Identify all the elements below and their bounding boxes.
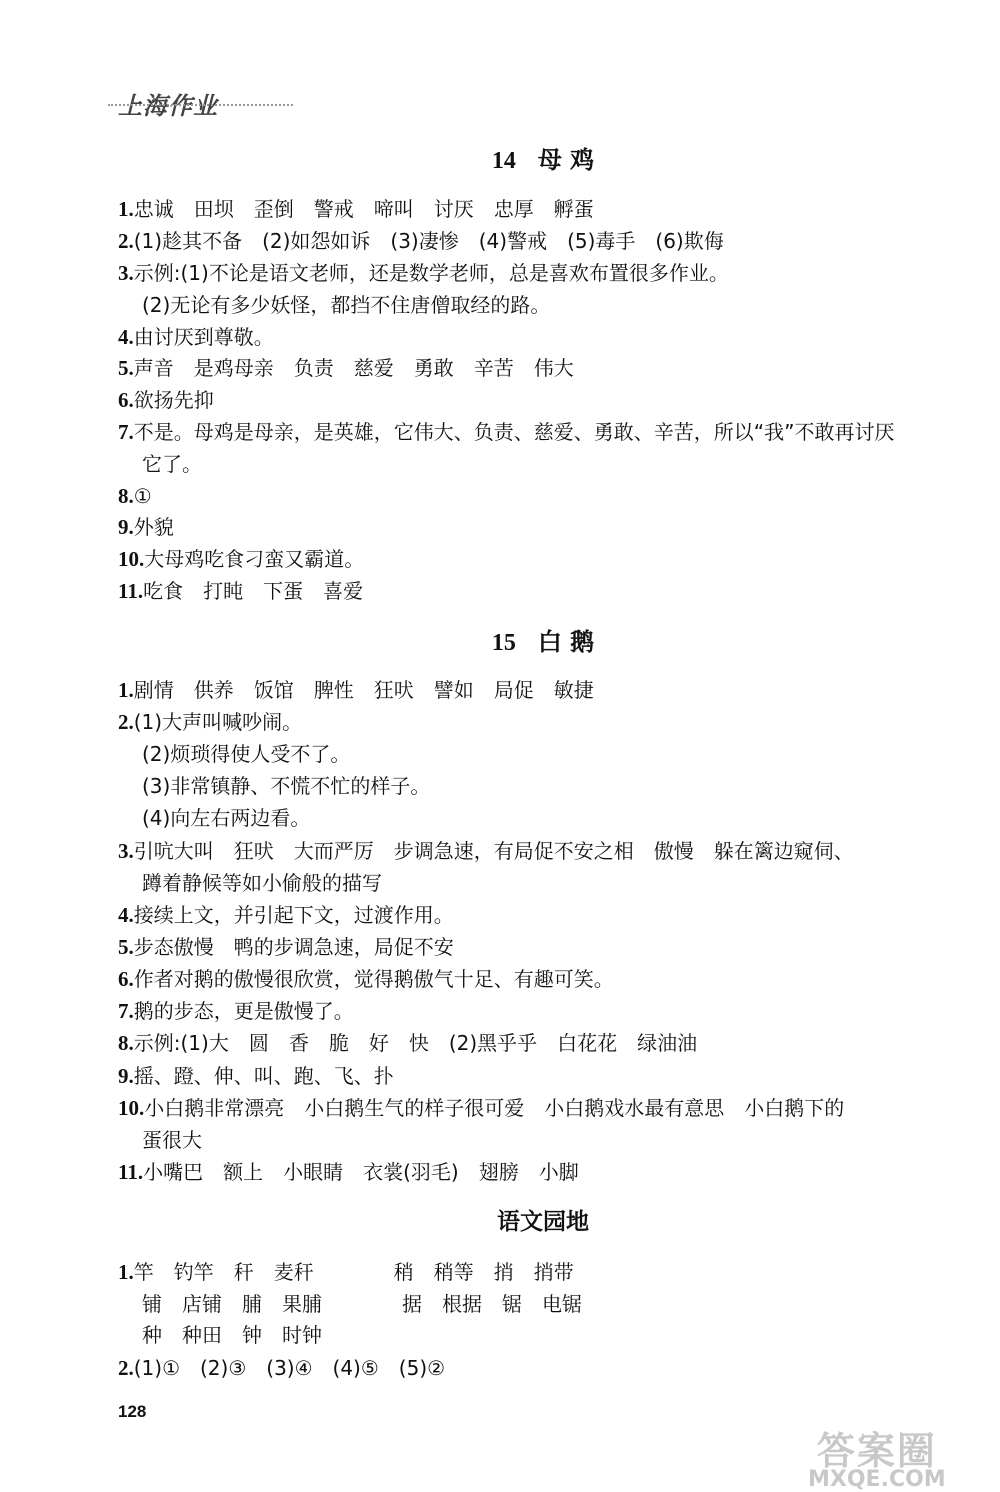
answer-line: 2.(1)① (2)③ (3)④ (4)⑤ (5)② (118, 1356, 446, 1380)
answer-line: 3.示例:(1)不论是语文老师，还是数学老师，总是喜欢布置很多作业。 (118, 261, 729, 285)
answer-line: 2.(1)大声叫喊吵闹。 (118, 710, 303, 734)
lesson-number: 15 (491, 630, 516, 656)
watermark (808, 1420, 946, 1492)
answer-line: 7.鹅的步态，更是傲慢了。 (118, 999, 354, 1023)
answer-line-continued: (3)非常镇静、不慌不忙的样子。 (142, 774, 431, 798)
answer-line: 1.剧情 供养 饭馆 脾性 狂吠 譬如 局促 敏捷 (118, 678, 594, 702)
answer-line-continued: 它了。 (142, 452, 202, 476)
answer-line: 1.竿 钓竿 秆 麦秆 稍 稍等 捎 捎带 (118, 1260, 574, 1284)
answer-line-continued: (2)无论有多少妖怪，都挡不住唐僧取经的路。 (142, 293, 551, 317)
answer-line: 4.由讨厌到尊敬。 (118, 325, 274, 349)
answer-line-continued: (4)向左右两边看。 (142, 806, 311, 830)
page-number: 128 (118, 1402, 147, 1421)
answer-line: 5.声音 是鸡母亲 负责 慈爱 勇敢 辛苦 伟大 (118, 356, 574, 380)
lesson-title-text: 母 鸡 (537, 145, 595, 174)
lesson-14-title (118, 146, 968, 175)
answer-line: 9.摇、蹬、伸、叫、跑、飞、扑 (118, 1064, 394, 1088)
answer-line: 5.步态傲慢 鸭的步调急速，局促不安 (118, 935, 454, 959)
answer-line: 8.① (118, 484, 152, 508)
answer-line: 8.示例:(1)大 圆 香 脆 好 快 (2)黑乎乎 白花花 绿油油 (118, 1031, 698, 1055)
lesson-number: 14 (491, 148, 516, 174)
watermark-main-text: 答案圈 (816, 1429, 937, 1473)
answer-line: 6.作者对鹅的傲慢很欣赏，觉得鹅傲气十足、有趣可笑。 (118, 967, 614, 991)
answer-line: 9.外貌 (118, 515, 174, 539)
answer-line: 10.小白鹅非常漂亮 小白鹅生气的样子很可爱 小白鹅戏水最有意思 小白鹅下的 (118, 1096, 845, 1120)
publication-logo: 上海作业 (118, 92, 218, 120)
answer-line-continued: 蹲着静候等如小偷般的描写 (142, 871, 382, 895)
answer-line: 11.吃食 打盹 下蛋 喜爱 (118, 579, 364, 603)
answer-line: 2.(1)趁其不备 (2)如怨如诉 (3)凄惨 (4)警戒 (5)毒手 (6)欺侮 (118, 229, 724, 253)
lesson-15-title (118, 628, 968, 657)
logo-divider (108, 104, 293, 106)
answer-line-continued: 种 种田 钟 时钟 (142, 1323, 322, 1347)
answer-line: 11.小嘴巴 额上 小眼睛 衣裳(羽毛) 翅膀 小脚 (118, 1160, 579, 1184)
answer-line: 4.接续上文，并引起下文，过渡作用。 (118, 903, 454, 927)
answer-line-continued: 铺 店铺 脯 果脯 据 根据 锯 电锯 (142, 1292, 582, 1316)
answer-line: 10.大母鸡吃食刁蛮又霸道。 (118, 547, 365, 571)
answer-line: 7.不是。母鸡是母亲，是英雄，它伟大、负责、慈爱、勇敢、辛苦，所以“我”不敢再讨厌 (118, 420, 895, 444)
answer-line-continued: 蛋很大 (142, 1128, 202, 1152)
lesson-title-text: 白 鹅 (537, 627, 595, 656)
answer-line: 3.引吭大叫 狂吠 大而严厉 步调急速，有局促不安之相 傲慢 躲在篱边窥伺、 (118, 839, 854, 863)
answer-line-continued: (2)烦琐得使人受不了。 (142, 742, 351, 766)
answer-line: 1.忠诚 田坝 歪倒 警戒 啼叫 讨厌 忠厚 孵蛋 (118, 197, 594, 221)
answer-line: 6.欲扬先抑 (118, 388, 214, 412)
watermark-sub-text: MXQE.COM (808, 1467, 946, 1492)
section-title-garden: 语文园地 (497, 1209, 589, 1235)
